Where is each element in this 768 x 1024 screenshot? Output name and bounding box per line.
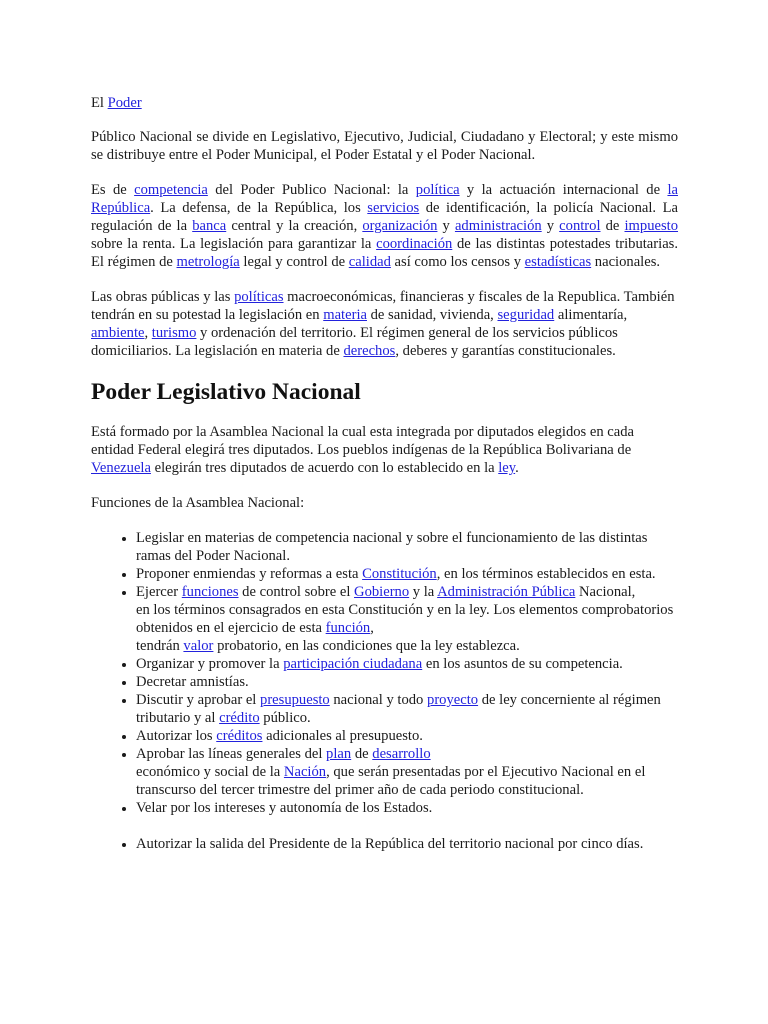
link-nacion[interactable]: Nación: [283, 764, 327, 780]
division-paragraph: Público Nacional se divide en Legislativo, Ejecutivo, Judicial, Ciudadano y Electoral; y este mismo se distribuye entre el Poder Municipal, el Poder Estatal y el Poder Nacional.: [91, 129, 678, 163]
link-impuesto[interactable]: impuesto: [624, 218, 679, 234]
link-gobierno[interactable]: Gobierno: [354, 584, 410, 600]
link-credito[interactable]: crédito: [219, 710, 260, 726]
link-estadisticas[interactable]: estadísticas: [524, 254, 592, 270]
link-funcion[interactable]: función: [325, 620, 371, 636]
link-venezuela[interactable]: Venezuela: [91, 460, 151, 476]
link-servicios[interactable]: servicios: [367, 200, 420, 216]
list-item: • Proponer enmiendas y reformas a esta Constitución, en los términos establecidos en esta.: [136, 565, 678, 583]
list-spacer: [136, 817, 678, 835]
list-item: • Legislar en materias de competencia nacional y sobre el funcionamiento de las distintas ramas del Poder Nacional.: [136, 529, 678, 565]
link-ambiente[interactable]: ambiente: [91, 325, 145, 341]
document-body: [91, 94, 678, 853]
list-item: • Decretar amnistías.: [136, 673, 678, 691]
link-administracion[interactable]: administración: [454, 218, 542, 234]
intro-text: El: [91, 95, 108, 111]
link-funciones[interactable]: funciones: [181, 584, 239, 600]
list-item: • Velar por los intereses y autonomía de los Estados.: [136, 799, 678, 835]
list-item: • Ejercer funciones de control sobre el Gobierno y la Administración Pública Nacional, en los términos consagrados en esta Constitución y en la ley. Los elementos comprobatorios obtenidos en el ejercicio de esta función, tendrán valor probatorio, en las condiciones que la ley establezca.: [136, 583, 678, 655]
link-poder[interactable]: Poder: [107, 95, 142, 111]
list-item: • Organizar y promover la participación ciudadana en los asuntos de su competencia.: [136, 655, 678, 673]
asamblea-paragraph: Está formado por la Asamblea Nacional la cual esta integrada por diputados elegidos en cada entidad Federal elegirá tres diputados. Los pueblos indígenas de la República Bolivariana de Venezuela elegirán tres diputados de acuerdo con lo establecido en la ley.: [91, 424, 635, 476]
link-participacion-ciudadana[interactable]: participación ciudadana: [283, 656, 423, 672]
link-ley[interactable]: ley: [498, 460, 516, 476]
link-presupuesto[interactable]: presupuesto: [260, 692, 330, 708]
link-competencia[interactable]: competencia: [134, 182, 208, 198]
link-control[interactable]: control: [559, 218, 601, 234]
link-politicas[interactable]: políticas: [234, 289, 284, 305]
list-item: • Autorizar los créditos adicionales al presupuesto.: [136, 727, 678, 745]
link-la-republica[interactable]: la República: [91, 182, 678, 216]
link-constitucion[interactable]: Constitución: [362, 566, 437, 582]
funciones-list: [91, 529, 678, 853]
obras-paragraph: Las obras públicas y las políticas macroeconómicas, financieras y fiscales de la Republica. También tendrán en su potestad la legislación en materia de sanidad, vivienda, seguridad alimentaría, ambiente, turismo y ordenación del territorio. El régimen general de los servicios públicos domiciliarios. La legislación en materia de derechos, deberes y garantías constitucionales.: [91, 289, 675, 359]
link-derechos[interactable]: derechos: [343, 343, 396, 359]
link-materia[interactable]: materia: [323, 307, 367, 323]
funciones-title: Funciones de la Asamblea Nacional:: [91, 495, 305, 511]
link-calidad[interactable]: calidad: [348, 254, 391, 270]
link-banca[interactable]: banca: [192, 218, 227, 234]
link-coordinacion[interactable]: coordinación: [376, 236, 453, 252]
link-desarrollo[interactable]: desarrollo: [372, 746, 431, 762]
intro-paragraph: [91, 94, 678, 112]
link-creditos[interactable]: créditos: [216, 728, 263, 744]
link-plan[interactable]: plan: [326, 746, 352, 762]
link-turismo[interactable]: turismo: [151, 325, 197, 341]
link-seguridad[interactable]: seguridad: [497, 307, 555, 323]
link-metrologia[interactable]: metrología: [176, 254, 240, 270]
section-heading: Poder Legislativo Nacional: [91, 379, 361, 405]
list-item: • Discutir y aprobar el presupuesto nacional y todo proyecto de ley concerniente al régimen tributario y al crédito público.: [136, 691, 678, 727]
list-item: • Aprobar las líneas generales del plan de desarrollo económico y social de la Nación, que serán presentadas por el Ejecutivo Nacional en el transcurso del tercer trimestre del primer año de cada periodo constitucional.: [136, 745, 678, 799]
link-organizacion[interactable]: organización: [362, 218, 438, 234]
list-item: • Autorizar la salida del Presidente de la República del territorio nacional por cinco días.: [136, 835, 678, 853]
link-politica[interactable]: política: [415, 182, 460, 198]
link-valor[interactable]: valor: [183, 638, 214, 654]
link-proyecto[interactable]: proyecto: [427, 692, 479, 708]
competencia-paragraph: Es de competencia del Poder Publico Nacional: la política y la actuación internacional de la República. La defensa, de la República, los servicios de identificación, la policía Nacional. La regulación de la banca central y la creación, organización y administración y control de impuesto sobre la renta. La legislación para garantizar la coordinación de las distintas potestades tributarias. El régimen de metrología legal y control de calidad así como los censos y estadísticas nacionales.: [91, 182, 679, 270]
link-administracion-publica[interactable]: Administración Pública: [437, 584, 576, 600]
